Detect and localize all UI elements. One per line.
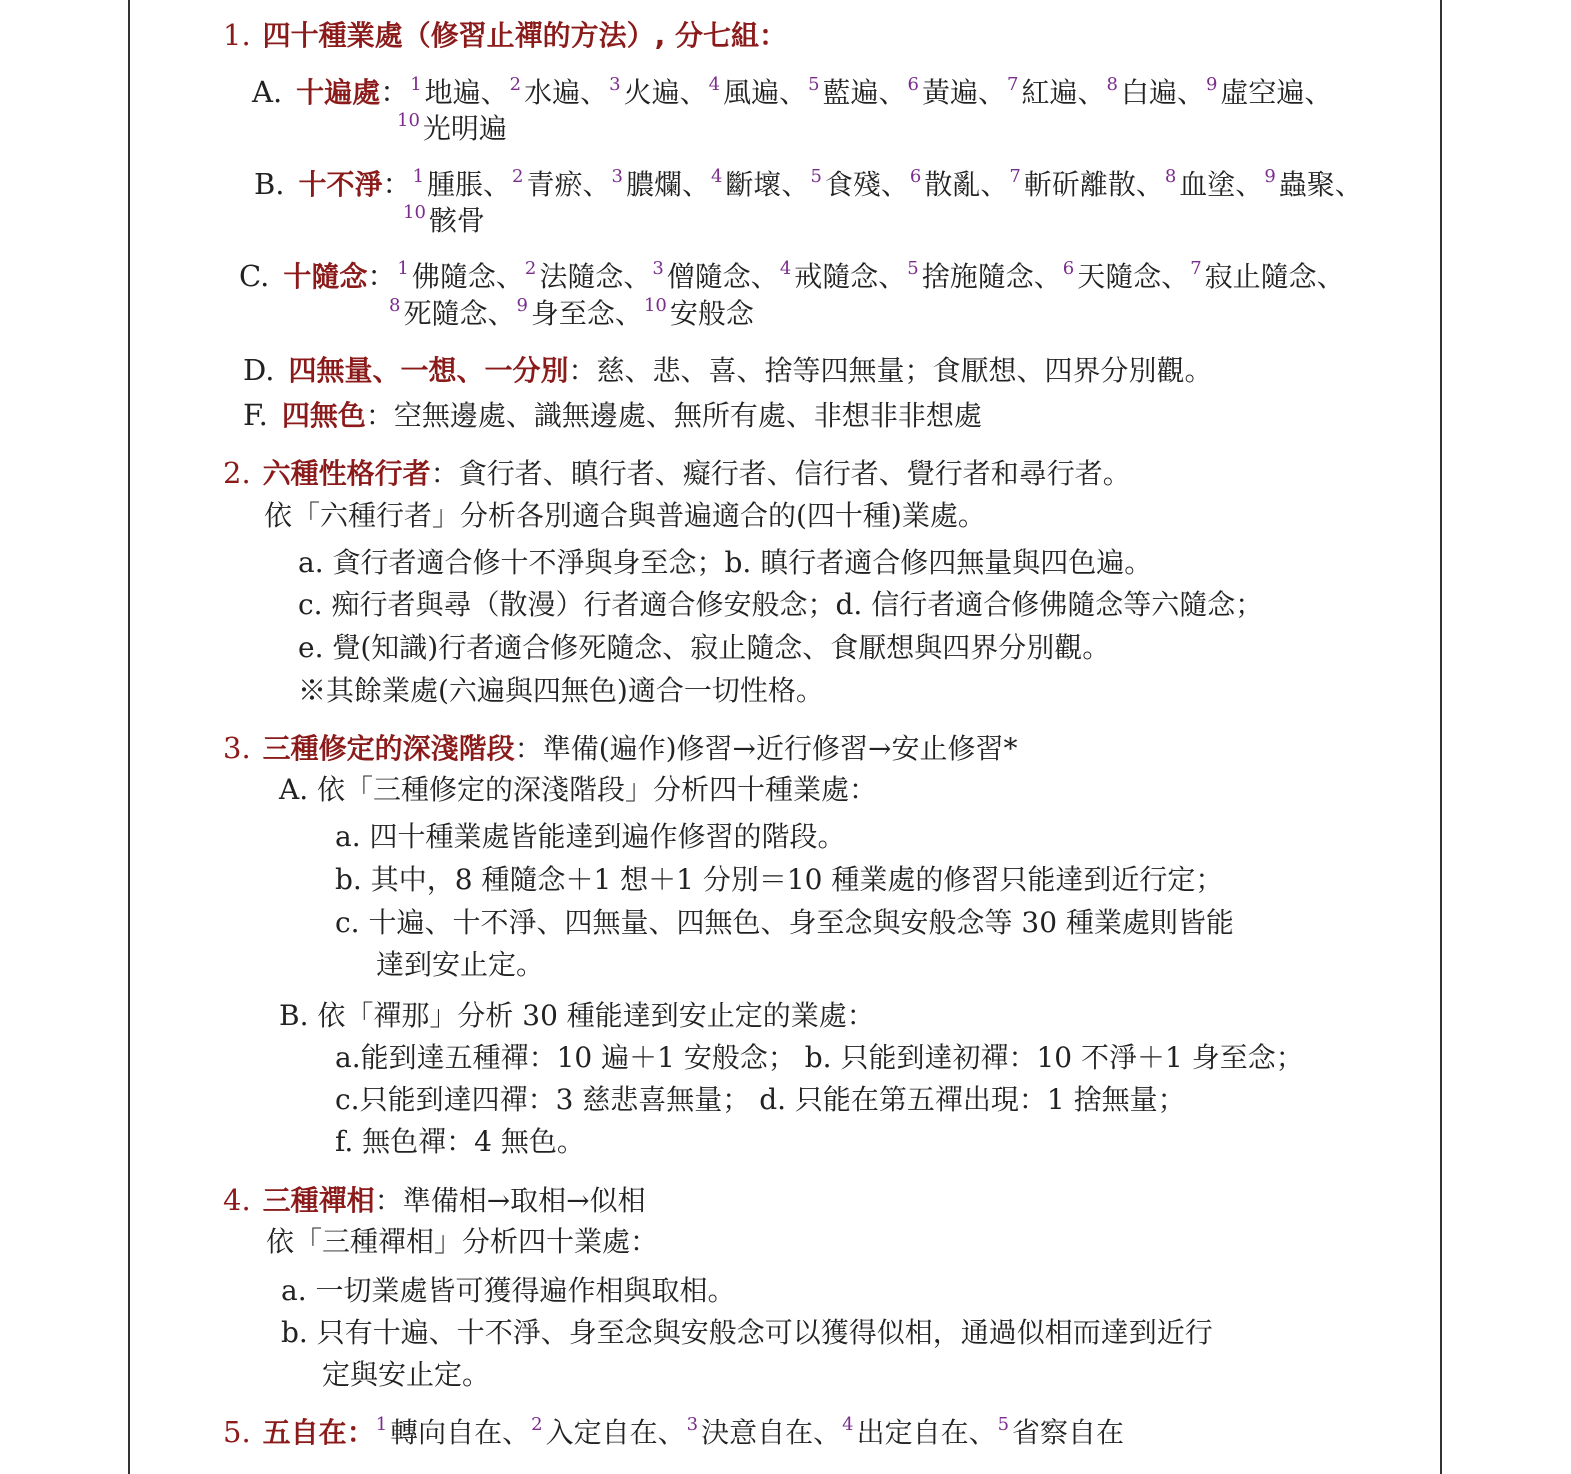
section-title: 三種修定的深淺階段 [262, 732, 515, 765]
group-text: ：慈、悲、喜、捨等四無量；食厭想、四界分別觀。 [568, 354, 1213, 387]
section-text: ：貪行者、瞋行者、癡行者、信行者、覺行者和尋行者。 [430, 457, 1131, 490]
list-item: 虛空遍、 [1220, 76, 1333, 109]
group-head: 十遍處 [296, 76, 381, 109]
group-letter: D. [243, 353, 275, 387]
section-number: 1. [223, 18, 251, 52]
group-text: ：空無邊處、識無邊處、無所有處、非想非非想處 [365, 399, 982, 432]
group-a-items-row1 [409, 76, 1332, 109]
item-number-superscript: 5 [997, 1414, 1010, 1435]
group-a-line-2 [396, 111, 507, 147]
item-number-superscript: 10 [397, 110, 420, 131]
colon: ： [367, 259, 397, 293]
list-item: 戒隨念、 [794, 260, 907, 293]
list-item: 風遍、 [723, 76, 808, 109]
section-number: 5. [223, 1415, 251, 1449]
item-number-superscript: 7 [1007, 74, 1019, 95]
group-b-items-row1 [412, 168, 1363, 201]
section-4-line: 定與安止定。 [322, 1358, 491, 1391]
list-item: 食殘、 [824, 168, 909, 201]
list-item: 省察自在 [1012, 1416, 1125, 1449]
list-item: 入定自在、 [545, 1416, 686, 1449]
list-item: 出定自在、 [856, 1416, 997, 1449]
list-item: 安般念 [669, 297, 754, 330]
colon: ： [380, 75, 410, 109]
item-number-superscript: 5 [907, 258, 919, 279]
colon: ： [382, 167, 412, 201]
item-number-superscript: 2 [512, 166, 524, 187]
group-c-items-row1 [396, 260, 1344, 293]
item-number-superscript: 3 [609, 74, 621, 95]
group-d-line [243, 352, 1212, 389]
group-b-line-2 [402, 203, 485, 239]
section-title: 三種禪相 [262, 1184, 375, 1217]
group-letter: F. [243, 398, 268, 432]
section-4-line: b. 只有十遍、十不淨、身至念與安般念可以獲得似相，通過似相而達到近行 [281, 1316, 1213, 1349]
list-item: 骸骨 [428, 204, 485, 237]
item-number-superscript: 10 [403, 202, 426, 223]
section-4-intro: 依「三種禪相」分析四十業處： [266, 1225, 659, 1258]
list-item: 死隨念、 [403, 297, 516, 330]
list-item: 散亂、 [924, 168, 1009, 201]
list-item: 光明遍 [422, 112, 507, 145]
section-3b-title: B. 依「禪那」分析 30 種能達到安止定的業處： [279, 999, 875, 1032]
group-head: 十不淨 [298, 168, 383, 201]
colon: ： [346, 1416, 375, 1449]
section-2-intro: 依「六種行者」分析各別適合與普遍適合的(四十種)業處。 [264, 499, 986, 532]
group-b-line-1 [254, 166, 1363, 203]
section-3b-line: a.能到達五種禪：10 遍＋1 安般念； b. 只能到達初禪：10 不淨＋1 身至念； [335, 1041, 1304, 1074]
group-letter: C. [239, 259, 270, 293]
list-item: 水遍、 [524, 76, 609, 109]
section-5-heading [223, 1414, 1124, 1451]
list-item: 地遍、 [424, 76, 509, 109]
list-item: 腫脹、 [427, 168, 512, 201]
group-head: 十隨念 [283, 260, 368, 293]
list-item: 藍遍、 [822, 76, 907, 109]
section-title: 四十種業處（修習止禪的方法）, 分七組： [262, 19, 788, 52]
section-3a-line: c. 十遍、十不淨、四無量、四無色、身至念與安般念等 30 種業處則皆能 [335, 906, 1234, 939]
item-number-superscript: 4 [708, 74, 721, 95]
item-number-superscript: 10 [643, 295, 667, 316]
section-4-line: a. 一切業處皆可獲得遍作相與取相。 [281, 1274, 736, 1307]
item-number-superscript: 6 [1062, 258, 1075, 279]
group-c-line-1 [239, 258, 1345, 295]
list-item: 斬斫離散、 [1023, 168, 1164, 201]
group-letter: B. [254, 167, 285, 201]
section-3a-line: b. 其中，8 種隨念＋1 想＋1 分別＝10 種業處的修習只能達到近行定； [335, 863, 1224, 896]
section-3a-line: 達到安止定。 [376, 948, 545, 981]
list-item: 紅遍、 [1021, 76, 1106, 109]
section-3-heading [223, 730, 1017, 767]
item-number-superscript: 1 [397, 258, 409, 279]
item-number-superscript: 7 [1009, 166, 1021, 187]
section-2-line: c. 痴行者與尋（散漫）行者適合修安般念；d. 信行者適合修佛隨念等六隨念； [298, 588, 1264, 621]
item-number-superscript: 8 [389, 295, 401, 316]
section-text: ：準備(遍作)修習→近行修習→安止修習* [514, 732, 1018, 765]
item-number-superscript: 6 [909, 166, 922, 187]
section-1-heading [223, 17, 787, 54]
section-number: 2. [223, 456, 251, 490]
list-item: 寂止隨念、 [1204, 260, 1345, 293]
list-item: 火遍、 [623, 76, 708, 109]
list-item: 膿爛、 [625, 168, 710, 201]
item-number-superscript: 6 [907, 74, 919, 95]
item-number-superscript: 5 [810, 166, 822, 187]
group-f-line [243, 397, 982, 434]
list-item: 白遍、 [1120, 76, 1205, 109]
item-number-superscript: 9 [1264, 166, 1276, 187]
list-item: 天隨念、 [1077, 260, 1190, 293]
group-head: 四無色 [281, 399, 366, 432]
list-item: 佛隨念、 [411, 260, 524, 293]
list-item: 黃遍、 [922, 76, 1007, 109]
list-item: 血塗、 [1179, 168, 1264, 201]
section-2-line: a. 貪行者適合修十不淨與身至念；b. 瞋行者適合修四無量與四色遍。 [298, 546, 1153, 579]
item-number-superscript: 5 [808, 74, 820, 95]
section-2-heading [223, 455, 1131, 492]
section-3a-line: a. 四十種業處皆能達到遍作修習的階段。 [335, 820, 846, 853]
list-item: 蟲聚、 [1278, 168, 1363, 201]
section-text: ：準備相→取相→似相 [374, 1184, 646, 1217]
item-number-superscript: 1 [410, 74, 422, 95]
group-c-line-2 [388, 296, 754, 332]
item-number-superscript: 3 [611, 166, 623, 187]
section-3b-line: f. 無色禪：4 無色。 [335, 1125, 585, 1158]
list-item: 斷壞、 [725, 168, 810, 201]
item-number-superscript: 1 [375, 1414, 388, 1435]
group-head: 四無量、一想、一分別 [288, 354, 569, 387]
list-item: 法隨念、 [539, 260, 652, 293]
item-number-superscript: 1 [412, 166, 425, 187]
list-item: 身至念、 [530, 297, 643, 330]
section-2-note: ※其餘業處(六遍與四無色)適合一切性格。 [298, 674, 824, 707]
section-3b-line: c.只能到達四禪：3 慈悲喜無量； d. 只能在第五禪出現：1 捨無量； [335, 1083, 1186, 1116]
section-5-items [375, 1416, 1124, 1449]
section-number: 4. [223, 1183, 251, 1217]
item-number-superscript: 3 [652, 258, 664, 279]
item-number-superscript: 4 [779, 258, 792, 279]
group-a-line-1 [252, 74, 1332, 111]
item-number-superscript: 4 [842, 1414, 854, 1435]
item-number-superscript: 4 [710, 166, 723, 187]
item-number-superscript: 8 [1164, 166, 1177, 187]
item-number-superscript: 2 [531, 1414, 543, 1435]
list-item: 決意自在、 [701, 1416, 842, 1449]
item-number-superscript: 8 [1106, 74, 1118, 95]
section-number: 3. [223, 731, 251, 765]
item-number-superscript: 3 [686, 1414, 699, 1435]
list-item: 捨施隨念、 [921, 260, 1062, 293]
section-3a-title: A. 依「三種修定的深淺階段」分析四十種業處： [279, 773, 878, 806]
list-item: 轉向自在、 [390, 1416, 531, 1449]
group-letter: A. [252, 75, 283, 109]
item-number-superscript: 9 [1205, 74, 1218, 95]
section-2-line: e. 覺(知識)行者適合修死隨念、寂止隨念、食厭想與四界分別觀。 [298, 631, 1111, 664]
item-number-superscript: 2 [509, 74, 522, 95]
section-title: 五自在 [262, 1416, 347, 1449]
section-4-heading [223, 1182, 646, 1219]
section-title: 六種性格行者 [262, 457, 431, 490]
item-number-superscript: 7 [1190, 258, 1202, 279]
list-item: 僧隨念、 [666, 260, 779, 293]
item-number-superscript: 9 [516, 295, 528, 316]
item-number-superscript: 2 [524, 258, 537, 279]
list-item: 青瘀、 [526, 168, 611, 201]
